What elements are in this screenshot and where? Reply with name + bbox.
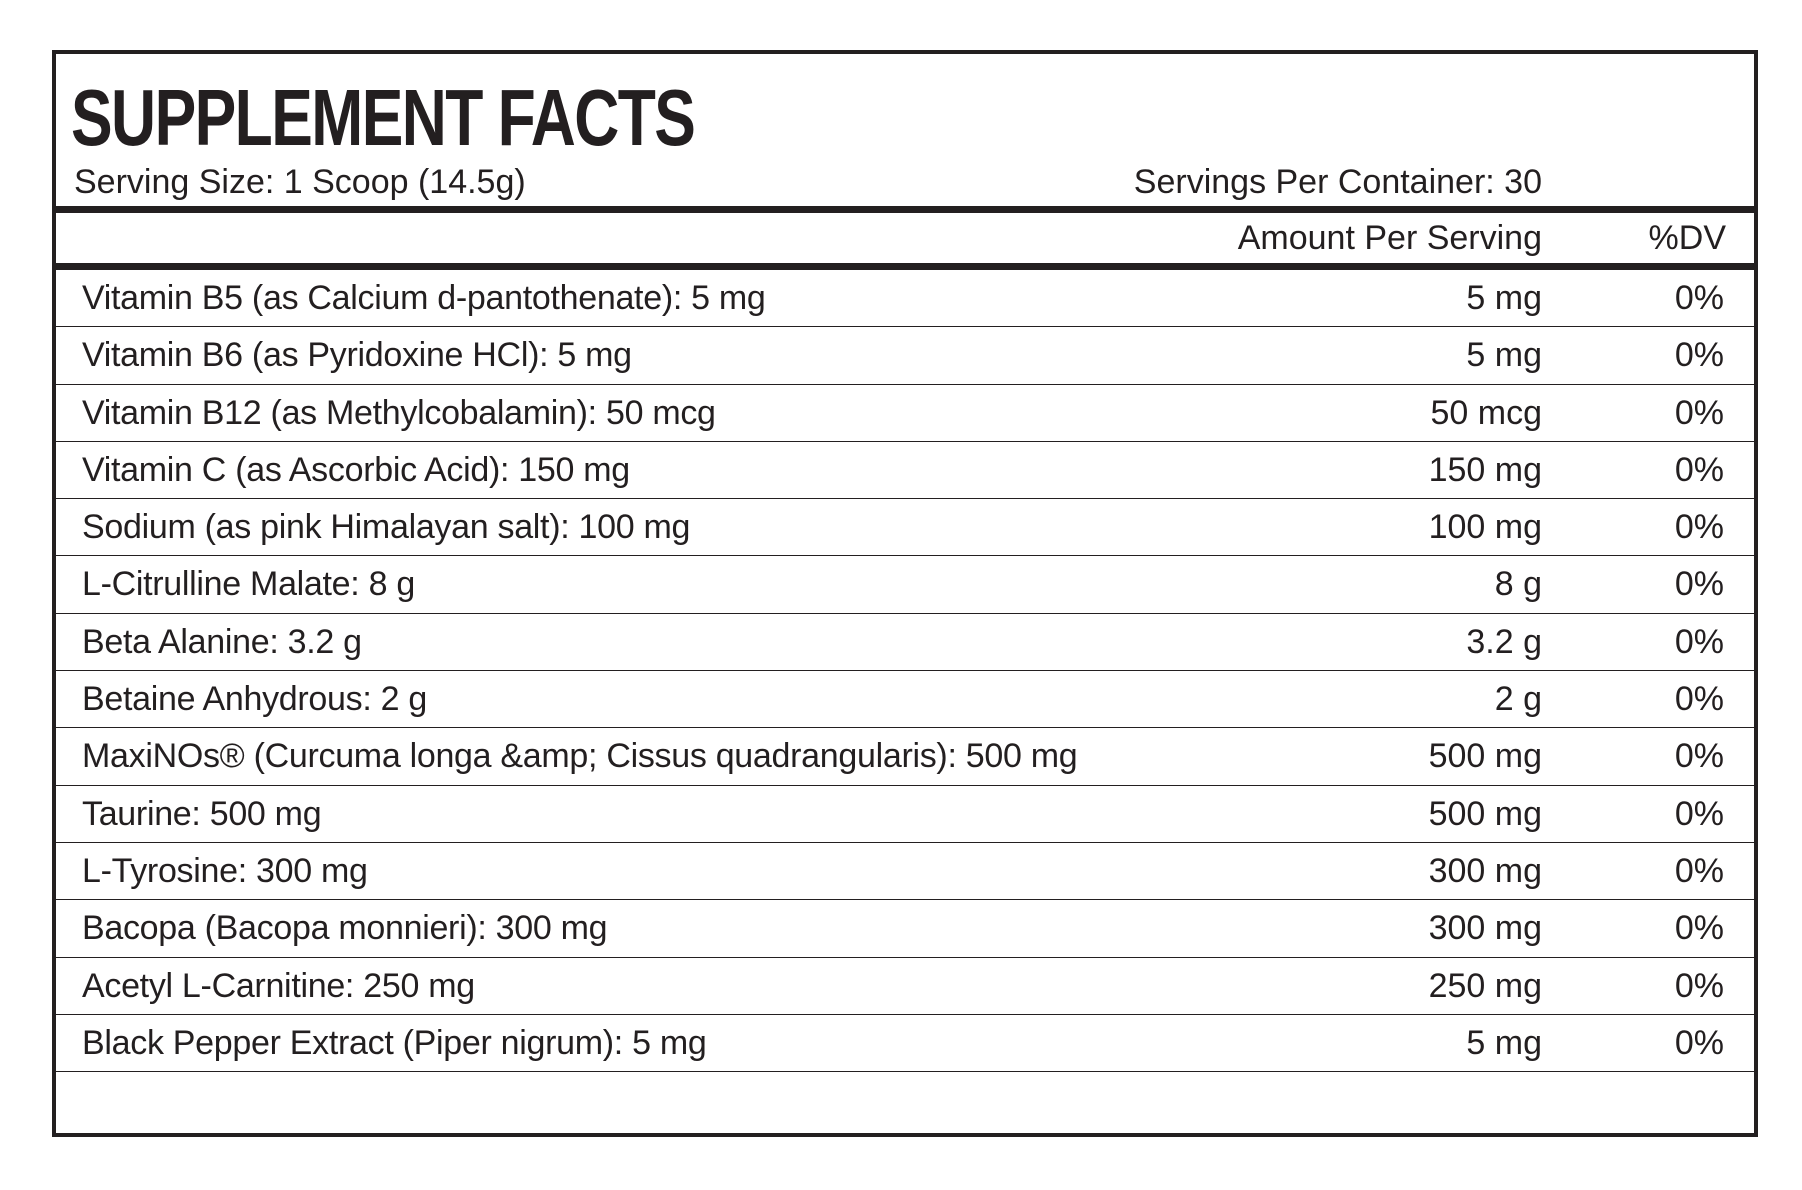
ingredient-dv: 0% bbox=[1674, 737, 1724, 776]
ingredient-amount: 2 g bbox=[1494, 680, 1542, 719]
amount-column-header: Amount Per Serving bbox=[1237, 219, 1542, 257]
ingredient-row bbox=[56, 499, 1754, 556]
ingredient-row bbox=[56, 614, 1754, 671]
ingredient-amount: 50 mcg bbox=[1430, 393, 1542, 432]
ingredient-row bbox=[56, 900, 1754, 957]
ingredient-row bbox=[56, 786, 1754, 843]
ingredient-name: Vitamin B6 (as Pyridoxine HCl): 5 mg bbox=[82, 336, 632, 375]
ingredient-row bbox=[56, 671, 1754, 728]
ingredient-amount: 150 mg bbox=[1428, 450, 1542, 489]
ingredient-dv: 0% bbox=[1674, 450, 1724, 489]
ingredient-dv: 0% bbox=[1674, 565, 1724, 604]
ingredient-dv: 0% bbox=[1674, 966, 1724, 1005]
ingredient-amount: 5 mg bbox=[1466, 279, 1542, 317]
ingredient-row bbox=[56, 327, 1754, 384]
ingredient-name: Vitamin C (as Ascorbic Acid): 150 mg bbox=[82, 450, 630, 489]
ingredient-name: Bacopa (Bacopa monnieri): 300 mg bbox=[82, 909, 608, 948]
ingredient-table bbox=[56, 270, 1754, 1129]
ingredient-amount: 8 g bbox=[1494, 565, 1542, 604]
ingredient-name: Black Pepper Extract (Piper nigrum): 5 mg bbox=[82, 1023, 707, 1062]
ingredient-name: Acetyl L-Carnitine: 250 mg bbox=[82, 966, 475, 1005]
ingredient-dv: 0% bbox=[1674, 851, 1724, 890]
ingredient-name: MaxiNOs® (Curcuma longa &amp; Cissus quadrangularis): 500 mg bbox=[82, 737, 1078, 776]
ingredient-amount: 300 mg bbox=[1428, 851, 1542, 890]
ingredient-dv: 0% bbox=[1674, 393, 1724, 432]
column-header-divider bbox=[56, 263, 1754, 270]
header-divider bbox=[56, 206, 1754, 213]
ingredient-name: L-Tyrosine: 300 mg bbox=[82, 851, 368, 890]
ingredient-amount: 300 mg bbox=[1428, 909, 1542, 948]
dv-column-header: %DV bbox=[1648, 219, 1726, 257]
ingredient-dv: 0% bbox=[1674, 622, 1724, 661]
ingredient-name: Beta Alanine: 3.2 g bbox=[82, 622, 362, 661]
ingredient-row bbox=[56, 728, 1754, 785]
ingredient-name: Betaine Anhydrous: 2 g bbox=[82, 680, 427, 719]
ingredient-dv: 0% bbox=[1674, 794, 1724, 833]
ingredient-amount: 5 mg bbox=[1466, 1023, 1542, 1062]
ingredient-amount: 500 mg bbox=[1428, 794, 1542, 833]
ingredient-dv: 0% bbox=[1674, 336, 1724, 375]
ingredient-row bbox=[56, 385, 1754, 442]
empty-row bbox=[56, 1072, 1754, 1129]
ingredient-dv: 0% bbox=[1674, 279, 1724, 317]
ingredient-name: Taurine: 500 mg bbox=[82, 794, 322, 833]
supplement-facts-panel bbox=[52, 50, 1758, 1137]
ingredient-row bbox=[56, 442, 1754, 499]
ingredient-row bbox=[56, 843, 1754, 900]
ingredient-name: Vitamin B5 (as Calcium d-pantothenate): 5 mg bbox=[82, 279, 766, 317]
ingredient-amount: 250 mg bbox=[1428, 966, 1542, 1005]
ingredient-amount: 3.2 g bbox=[1466, 622, 1542, 661]
ingredient-amount: 100 mg bbox=[1428, 508, 1542, 547]
ingredient-name: Sodium (as pink Himalayan salt): 100 mg bbox=[82, 508, 691, 547]
ingredient-amount: 500 mg bbox=[1428, 737, 1542, 776]
ingredient-row bbox=[56, 958, 1754, 1015]
servings-per-container: Servings Per Container: 30 bbox=[1133, 163, 1542, 201]
ingredient-row bbox=[56, 556, 1754, 613]
ingredient-dv: 0% bbox=[1674, 1023, 1724, 1062]
ingredient-row bbox=[56, 1015, 1754, 1072]
ingredient-dv: 0% bbox=[1674, 909, 1724, 948]
panel-title: SUPPLEMENT FACTS bbox=[71, 73, 695, 162]
serving-size: Serving Size: 1 Scoop (14.5g) bbox=[74, 163, 526, 201]
ingredient-name: Vitamin B12 (as Methylcobalamin): 50 mcg bbox=[82, 393, 716, 432]
ingredient-row bbox=[56, 270, 1754, 327]
ingredient-amount: 5 mg bbox=[1466, 336, 1542, 375]
ingredient-dv: 0% bbox=[1674, 508, 1724, 547]
ingredient-name: L-Citrulline Malate: 8 g bbox=[82, 565, 415, 604]
ingredient-dv: 0% bbox=[1674, 680, 1724, 719]
